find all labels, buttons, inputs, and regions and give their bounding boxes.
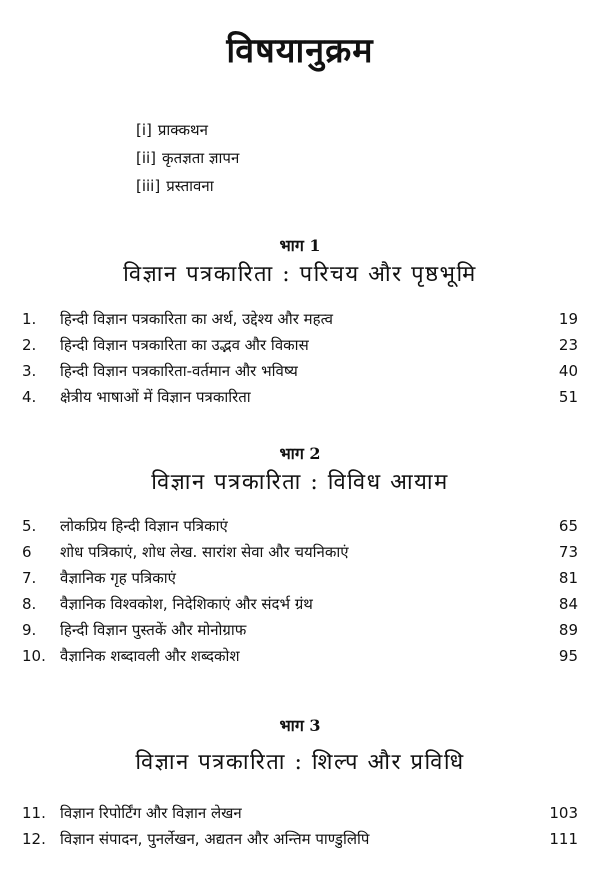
chapter-title: हिन्दी विज्ञान पत्रकारिता-वर्तमान और भविष्य [60, 362, 298, 380]
chapter-number: 6 [22, 543, 32, 561]
prelims-list [136, 116, 239, 200]
chapter-number: 3. [22, 362, 37, 380]
page-number: 65 [558, 517, 578, 535]
toc-row[interactable] [22, 800, 578, 826]
chapter-title: लोकप्रिय हिन्दी विज्ञान पत्रिकाएं [60, 517, 228, 535]
part-3-title: विज्ञान पत्रकारिता : शिल्प और प्रविधि [135, 750, 465, 775]
part-3-chapter-list [22, 800, 578, 852]
part-1-label: भाग 1 [279, 236, 321, 255]
chapter-number: 9. [22, 621, 37, 639]
prelim-label: कृतज्ञता ज्ञापन [162, 149, 240, 167]
chapter-number: 8. [22, 595, 37, 613]
toc-row[interactable] [22, 384, 578, 410]
chapter-number: 10. [22, 647, 46, 665]
prelim-label: प्राक्कथन [157, 121, 208, 139]
chapter-number: 7. [22, 569, 37, 587]
part-2-label: भाग 2 [279, 444, 321, 463]
page-number: 51 [558, 388, 578, 406]
chapter-title: क्षेत्रीय भाषाओं में विज्ञान पत्रकारिता [60, 388, 251, 406]
chapter-title: विज्ञान रिपोर्टिंग और विज्ञान लेखन [60, 804, 242, 822]
toc-row[interactable] [22, 826, 578, 852]
chapter-number: 2. [22, 336, 37, 354]
toc-row[interactable] [22, 617, 578, 643]
page-number: 73 [558, 543, 578, 561]
prelim-number: [ii] [136, 149, 157, 167]
prelim-item [136, 144, 239, 172]
toc-row[interactable] [22, 643, 578, 669]
page-number: 111 [549, 830, 578, 848]
page-number: 19 [558, 310, 578, 328]
toc-row[interactable] [22, 539, 578, 565]
prelim-label: प्रस्तावना [166, 177, 214, 195]
page-number: 84 [558, 595, 578, 613]
toc-row[interactable] [22, 591, 578, 617]
chapter-title: वैज्ञानिक विश्वकोश, निदेशिकाएं और संदर्भ ग्रंथ [60, 595, 313, 613]
chapter-number: 12. [22, 830, 46, 848]
prelim-number: [iii] [136, 177, 161, 195]
part-1-title: विज्ञान पत्रकारिता : परिचय और पृष्ठभूमि [123, 262, 477, 287]
prelim-number: [i] [136, 121, 152, 139]
page-number: 89 [558, 621, 578, 639]
page-number: 40 [558, 362, 578, 380]
part-2-chapter-list [22, 513, 578, 669]
toc-row[interactable] [22, 513, 578, 539]
chapter-number: 11. [22, 804, 46, 822]
part-3-label: भाग 3 [279, 716, 321, 735]
chapter-title: हिन्दी विज्ञान पत्रकारिता का अर्थ, उद्देश्य और महत्व [60, 310, 333, 328]
toc-row[interactable] [22, 565, 578, 591]
page-number: 81 [558, 569, 578, 587]
page-number: 23 [558, 336, 578, 354]
chapter-number: 5. [22, 517, 37, 535]
toc-row[interactable] [22, 332, 578, 358]
toc-row[interactable] [22, 358, 578, 384]
chapter-title: वैज्ञानिक गृह पत्रिकाएं [60, 569, 176, 587]
toc-row[interactable] [22, 306, 578, 332]
page-title: विषयानुक्रम [226, 31, 374, 71]
chapter-number: 1. [22, 310, 37, 328]
chapter-title: हिन्दी विज्ञान पुस्तकें और मोनोग्राफ [60, 621, 247, 639]
page-number: 103 [549, 804, 578, 822]
chapter-title: शोध पत्रिकाएं, शोध लेख. सारांश सेवा और चयनिकाएं [60, 543, 349, 561]
chapter-title: हिन्दी विज्ञान पत्रकारिता का उद्भव और विकास [60, 336, 309, 354]
chapter-title: वैज्ञानिक शब्दावली और शब्दकोश [60, 647, 240, 665]
page-number: 95 [558, 647, 578, 665]
prelim-item [136, 116, 239, 144]
chapter-title: विज्ञान संपादन, पुनर्लेखन, अद्यतन और अन्तिम पाण्डुलिपि [60, 830, 370, 848]
chapter-number: 4. [22, 388, 37, 406]
part-2-title: विज्ञान पत्रकारिता : विविध आयाम [151, 470, 449, 495]
part-1-chapter-list [22, 306, 578, 410]
prelim-item [136, 172, 239, 200]
